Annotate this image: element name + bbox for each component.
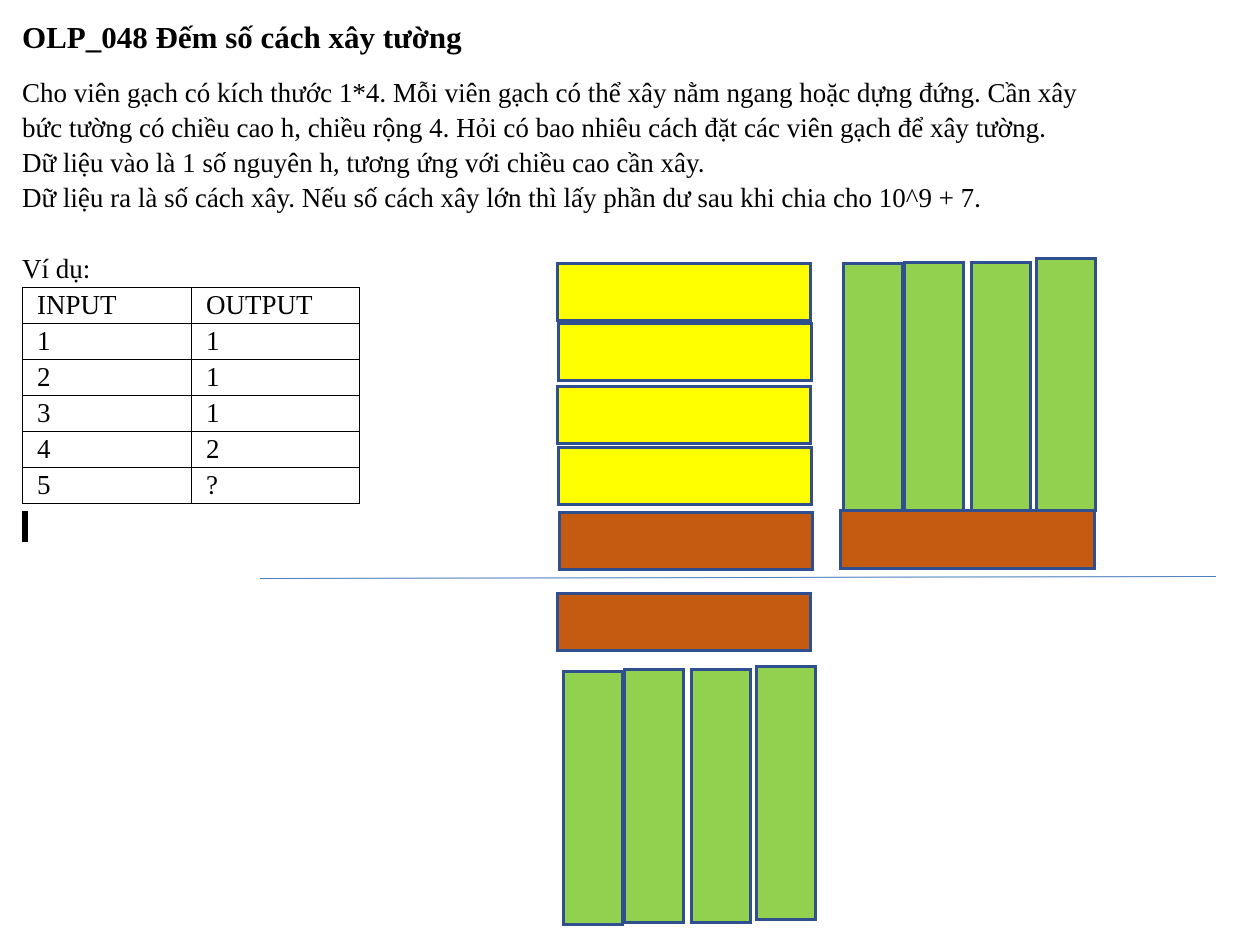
table-header-row [23,288,360,324]
vertical-brick [623,668,685,924]
vertical-brick [1035,257,1097,512]
table-row [23,360,360,396]
horizontal-brick [557,322,813,382]
description-line: bức tường có chiều cao h, chiều rộng 4. Hỏi có bao nhiêu cách đặt các viên gạch để xây tường. [22,113,1046,143]
problem-description [22,76,1242,216]
base-brick [556,592,812,652]
description-line: Cho viên gạch có kích thước 1*4. Mỗi viên gạch có thể xây nằm ngang hoặc dựng đứng. Cần xây [22,78,1077,108]
base-brick [558,511,814,571]
table-row [23,432,360,468]
cell-input: 2 [23,360,192,396]
vertical-brick [970,261,1032,512]
header-output: OUTPUT [192,288,360,324]
divider-line [260,576,1216,579]
table-row [23,396,360,432]
cell-input: 3 [23,396,192,432]
base-brick [839,509,1096,570]
cell-output: ? [192,468,360,504]
vertical-brick [690,668,752,924]
example-table [22,287,360,504]
horizontal-brick [556,385,812,445]
vertical-brick [755,665,817,921]
description-line: Dữ liệu vào là 1 số nguyên h, tương ứng với chiều cao cần xây. [22,148,705,178]
table-row [23,468,360,504]
cell-output: 1 [192,360,360,396]
page-title: OLP_048 Đếm số cách xây tường [22,20,462,55]
cell-input: 1 [23,324,192,360]
vertical-brick [842,262,904,512]
cell-output: 1 [192,396,360,432]
vertical-brick [562,670,624,926]
table-row [23,324,360,360]
text-cursor [22,511,28,542]
cell-output: 2 [192,432,360,468]
header-input: INPUT [23,288,192,324]
horizontal-brick [557,446,813,506]
cell-output: 1 [192,324,360,360]
cell-input: 5 [23,468,192,504]
description-line: Dữ liệu ra là số cách xây. Nếu số cách xây lớn thì lấy phần dư sau khi chia cho 10^9 + 7. [22,183,981,213]
horizontal-brick [556,262,812,322]
vertical-brick [903,261,965,512]
example-label: Ví dụ: [22,254,91,284]
cell-input: 4 [23,432,192,468]
